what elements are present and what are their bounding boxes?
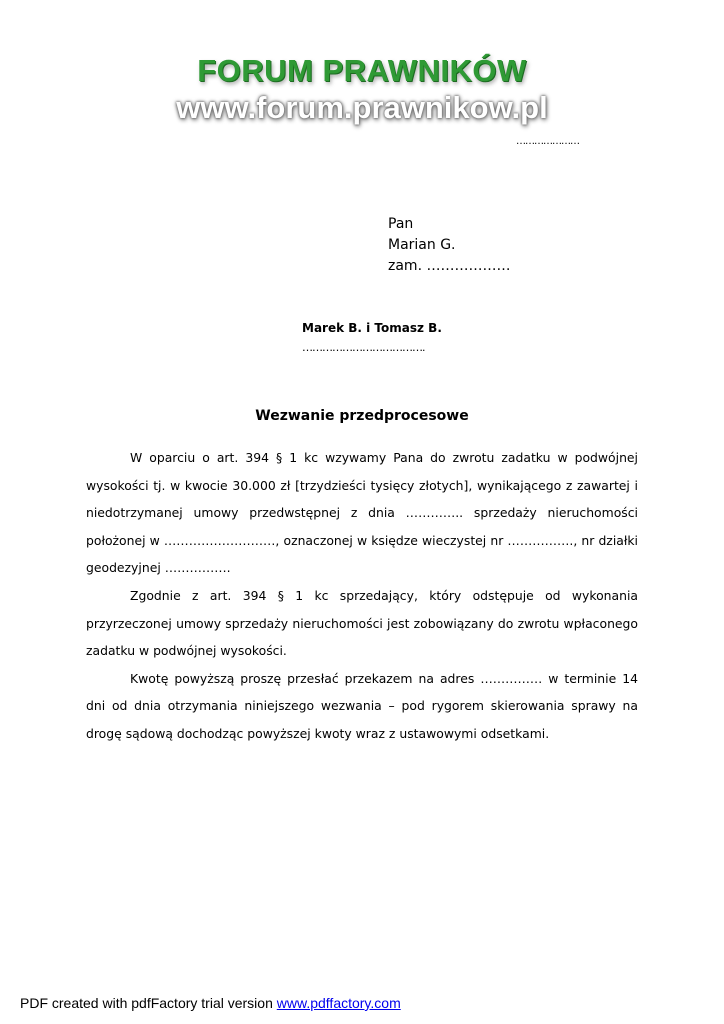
date-placeholder: ………………… [516,136,579,147]
addressee-address: zam. ……………… [388,258,511,274]
pdffactory-link[interactable]: www.pdffactory.com [276,995,401,1011]
body-paragraph: Kwotę powyższą proszę przesłać przekazem na adres …………… w terminie 14 dni od dnia otrzymania niniejszego wezwania – pod rygorem skierowania sprawy na drogę sądową dochodząc powyższej kwoty wraz z ustawowymi odsetkami. [86,670,638,741]
forum-logo [0,52,724,126]
sender-block [302,319,442,357]
addressee-name: Marian G. [388,237,456,253]
document-title: Wezwanie przedprocesowe [255,408,469,424]
body-paragraph: W oparciu o art. 394 § 1 kc wzywamy Pana do zwrotu zadatku w podwójnej wysokości tj. w kwocie 30.000 zł [trzydzieści tysięcy złotych], wynikającego z zawartej i niedotrzymanej umowy przedwstępnej z dnia ………….. sprzedaży nieruchomości położonej w ………………………, oznaczonej w księdze wieczystej nr ……………., nr działki geodezyjnej ……………. [86,450,638,576]
document-body [86,444,638,748]
logo-url: www.forum.prawnikow.pl [176,90,548,125]
addressee-block [388,214,510,277]
pdf-footer [20,995,401,1011]
sender-address: ………………………………. [302,341,425,354]
logo-title: FORUM PRAWNIKÓW [197,53,527,88]
addressee-salutation: Pan [388,216,414,232]
footer-text: PDF created with pdfFactory trial version [20,995,277,1011]
sender-name: Marek B. i Tomasz B. [302,321,442,335]
body-paragraph: Zgodnie z art. 394 § 1 kc sprzedający, który odstępuje od wykonania przyrzeczonej umowy sprzedaży nieruchomości jest zobowiązany do zwrotu wpłaconego zadatku w podwójnej wysokości. [86,587,638,659]
